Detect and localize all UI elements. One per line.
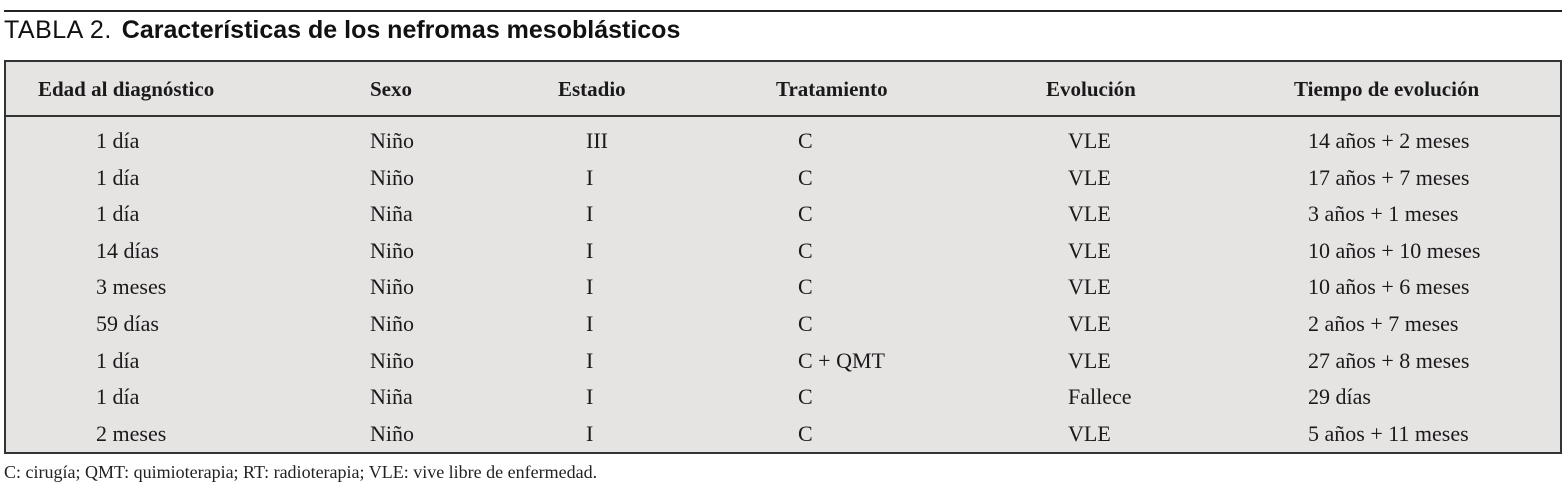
- cell-tratamiento: C + QMT: [798, 347, 885, 373]
- header-tiempo: Tiempo de evolución: [1294, 77, 1480, 101]
- cell-edad: 3 meses: [96, 274, 167, 300]
- cell-sexo: Niño: [370, 311, 414, 336]
- cell-tratamiento: C: [798, 384, 813, 410]
- table-row: [6, 344, 1560, 380]
- cell-sexo: Niño: [370, 237, 414, 263]
- cell-estadio: III: [586, 128, 608, 153]
- table-title: Características de los nefromas mesoblásticos: [121, 16, 681, 44]
- cell-tratamiento: C: [798, 420, 813, 446]
- cell-edad: 1 día: [96, 164, 140, 190]
- cell-evolucion: VLE: [1068, 128, 1111, 153]
- table-row: [6, 197, 1560, 233]
- cell-sexo: Niña: [370, 384, 413, 410]
- cell-tiempo: 14 años + 2 meses: [1308, 128, 1470, 153]
- cell-sexo: Niño: [370, 347, 414, 373]
- cell-edad: 2 meses: [96, 420, 167, 446]
- header-estadio: Estadio: [558, 77, 626, 101]
- header-tratamiento: Tratamiento: [776, 77, 888, 101]
- cell-edad: 59 días: [96, 311, 159, 336]
- cell-tiempo: 10 años + 6 meses: [1308, 274, 1470, 300]
- cell-tratamiento: C: [798, 311, 813, 336]
- cell-tiempo: 27 años + 8 meses: [1308, 347, 1470, 373]
- cell-evolucion: VLE: [1068, 274, 1111, 300]
- table-row: [6, 307, 1560, 343]
- top-rule: [4, 10, 1562, 12]
- cell-evolucion: VLE: [1068, 164, 1111, 190]
- table-row: [6, 161, 1560, 197]
- cell-estadio: I: [586, 384, 594, 410]
- cell-tiempo: 2 años + 7 meses: [1308, 311, 1459, 336]
- cell-edad: 1 día: [96, 201, 140, 227]
- cell-sexo: Niño: [370, 274, 414, 300]
- cell-estadio: I: [586, 420, 594, 446]
- cell-tiempo: 29 días: [1308, 384, 1371, 410]
- cell-evolucion: VLE: [1068, 347, 1111, 373]
- cell-sexo: Niño: [370, 164, 414, 190]
- table-row: [6, 124, 1560, 160]
- cell-tratamiento: C: [798, 237, 813, 263]
- cell-sexo: Niño: [370, 420, 414, 446]
- cell-evolucion: VLE: [1068, 201, 1111, 227]
- table-row: [6, 380, 1560, 416]
- header-evolucion: Evolución: [1046, 77, 1136, 101]
- cell-estadio: I: [586, 201, 594, 227]
- cell-estadio: I: [586, 311, 594, 336]
- cell-sexo: Niña: [370, 201, 413, 227]
- table-footnote: C: cirugía; QMT: quimioterapia; RT: radioterapia; VLE: vive libre de enfermedad.: [4, 462, 598, 482]
- cell-tiempo: 17 años + 7 meses: [1308, 164, 1470, 190]
- cell-tratamiento: C: [798, 164, 813, 190]
- cell-evolucion: VLE: [1068, 237, 1111, 263]
- cell-edad: 1 día: [96, 384, 140, 410]
- table-row: [6, 270, 1560, 306]
- cell-edad: 1 día: [96, 347, 140, 373]
- cell-tratamiento: C: [798, 274, 813, 300]
- cell-edad: 1 día: [96, 128, 140, 153]
- cell-estadio: I: [586, 237, 594, 263]
- header-sexo: Sexo: [370, 77, 412, 101]
- cell-tiempo: 5 años + 11 meses: [1308, 420, 1469, 446]
- table-label: TABLA 2.: [4, 16, 112, 44]
- cell-tratamiento: C: [798, 201, 813, 227]
- cell-estadio: I: [586, 164, 594, 190]
- cell-tratamiento: C: [798, 128, 813, 153]
- table-header-row: [6, 62, 1560, 117]
- table-caption: [4, 16, 1562, 52]
- data-table: [4, 60, 1562, 454]
- cell-sexo: Niño: [370, 128, 414, 153]
- cell-edad: 14 días: [96, 237, 159, 263]
- table-row: [6, 417, 1560, 453]
- header-edad: Edad al diagnóstico: [38, 77, 215, 101]
- cell-tiempo: 3 años + 1 meses: [1308, 201, 1459, 227]
- cell-evolucion: Fallece: [1068, 384, 1132, 410]
- table-row: [6, 234, 1560, 270]
- cell-evolucion: VLE: [1068, 311, 1111, 336]
- cell-tiempo: 10 años + 10 meses: [1308, 237, 1481, 263]
- cell-evolucion: VLE: [1068, 420, 1111, 446]
- cell-estadio: I: [586, 274, 594, 300]
- cell-estadio: I: [586, 347, 594, 373]
